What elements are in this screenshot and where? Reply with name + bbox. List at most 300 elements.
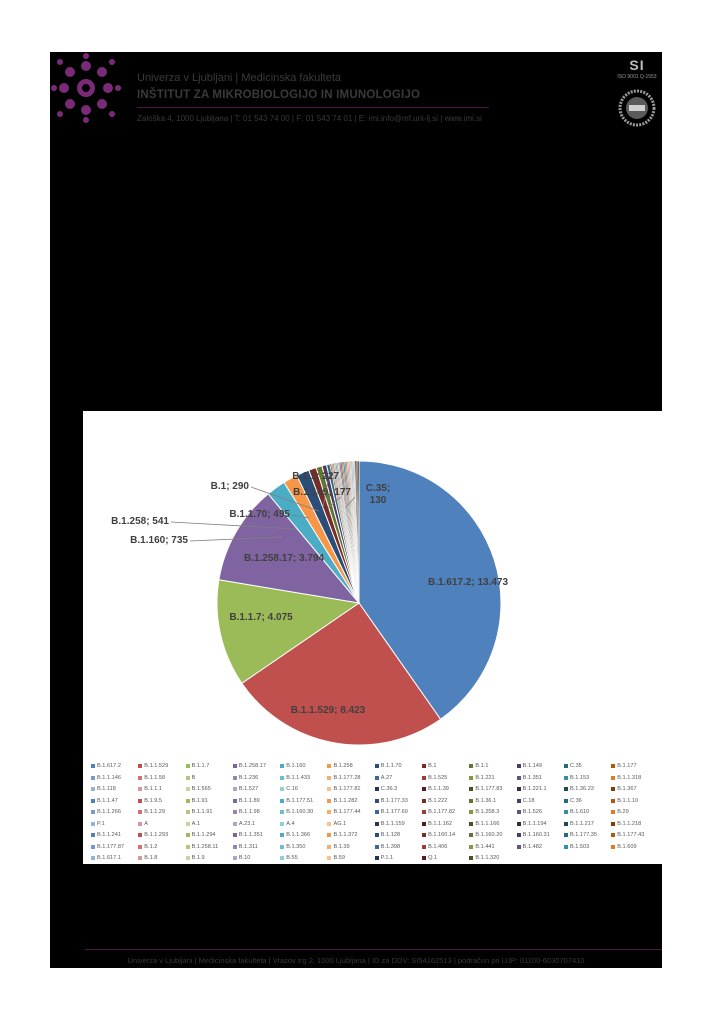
legend-item: [91, 807, 138, 818]
legend-swatch: [233, 764, 237, 768]
legend-item: [469, 761, 516, 772]
footer-address: Univerza v Ljubljani | Medicinska fakulteta | Vrazov trg 2, 1000 Ljubljana | ID za DDV: SI54162513 | podračun pri UJP: 01100-6030707410: [127, 956, 585, 965]
legend-item: [186, 830, 233, 841]
legend-label: B.1.406: [428, 843, 448, 850]
legend-swatch: [611, 787, 615, 791]
legend-swatch: [91, 764, 95, 768]
legend-item: [517, 773, 564, 784]
legend-item: [517, 796, 564, 807]
legend-label: B.1.177.87: [97, 843, 125, 850]
legend-item: [422, 761, 469, 772]
legend-item: [91, 842, 138, 853]
legend-label: B.1.160: [286, 763, 306, 770]
legend-item: [138, 842, 185, 853]
legend-label: B.10: [238, 855, 251, 862]
legend-item: [327, 830, 374, 841]
legend-item: [517, 819, 564, 830]
legend-label: B.1.2: [144, 843, 158, 850]
legend-item: [564, 842, 611, 853]
legend-swatch: [469, 776, 473, 780]
legend-label: B.1.177.81: [333, 786, 361, 793]
legend-swatch: [186, 764, 190, 768]
legend-label: B.1.1.372: [333, 832, 358, 839]
legend-swatch: [517, 776, 521, 780]
legend-swatch: [280, 810, 284, 814]
legend-item: [280, 773, 327, 784]
data-label-B-1-149: B.1.149; 177: [293, 487, 351, 498]
legend-item: [564, 819, 611, 830]
legend-swatch: [327, 764, 331, 768]
legend-item: [517, 807, 564, 818]
legend-item: [469, 807, 516, 818]
legend-label: B.1.258.17: [238, 763, 266, 770]
legend-item: [469, 819, 516, 830]
legend-label: B.1.617.1: [97, 855, 121, 862]
legend-item: [611, 761, 658, 772]
legend-label: B.1.1.294: [191, 832, 216, 839]
legend-swatch: [327, 776, 331, 780]
legend-item: [564, 761, 611, 772]
legend-swatch: [138, 799, 142, 803]
legend-label: B.1.1.241: [97, 832, 121, 839]
legend-swatch: [327, 822, 331, 826]
legend-item: [233, 796, 280, 807]
legend-swatch: [564, 787, 568, 791]
legend-swatch: [564, 810, 568, 814]
legend-item: [327, 842, 374, 853]
legend-label: B.1.258.3: [475, 809, 500, 816]
legend-swatch: [611, 764, 615, 768]
legend-item: [469, 784, 516, 795]
legend-swatch: [91, 810, 95, 814]
legend-label: B.1.177.28: [333, 774, 361, 781]
legend-item: [138, 796, 185, 807]
legend-swatch: [375, 810, 379, 814]
legend-label: B.1.1.58: [144, 774, 166, 781]
header-divider: [137, 107, 489, 108]
legend-label: B.1.1.194: [522, 820, 547, 827]
legend-item: [375, 796, 422, 807]
legend-label: B.1.617.2: [97, 763, 121, 770]
legend-swatch: [186, 810, 190, 814]
pie-svg: [83, 411, 662, 761]
legend-swatch: [564, 764, 568, 768]
legend-item: [375, 819, 422, 830]
legend-item: [186, 784, 233, 795]
legend-item: [233, 761, 280, 772]
legend-item: [375, 807, 422, 818]
legend-item: [564, 830, 611, 841]
legend-swatch: [327, 833, 331, 837]
legend-swatch: [233, 810, 237, 814]
legend-label: B.1.149: [522, 763, 542, 770]
legend-label: B.1.526: [522, 809, 542, 816]
legend-label: B.1.36.23: [569, 786, 594, 793]
legend-swatch: [138, 787, 142, 791]
legend-item: [611, 784, 658, 795]
legend-swatch: [375, 822, 379, 826]
legend-label: B.1.1.10: [617, 797, 639, 804]
legend-swatch: [517, 787, 521, 791]
legend-item: [280, 819, 327, 830]
footer-divider: [85, 949, 662, 950]
legend-label: B.1.258.11: [191, 843, 219, 850]
legend-swatch: [138, 833, 142, 837]
legend-label: B.1.609: [617, 843, 637, 850]
legend-label: C.18: [522, 797, 535, 804]
legend-swatch: [422, 776, 426, 780]
legend-swatch: [280, 787, 284, 791]
legend-label: B.1.503: [569, 843, 590, 850]
institute-logo: [50, 52, 122, 124]
legend-swatch: [517, 822, 521, 826]
legend-item: [233, 773, 280, 784]
legend-item: [422, 830, 469, 841]
legend-item: [138, 761, 185, 772]
legend-label: B.1.177.43: [617, 832, 645, 839]
data-label-B-1-617-2: B.1.617.2; 13.473: [427, 577, 509, 588]
legend-label: B.1.351: [522, 774, 542, 781]
legend-label: B.1.160.20: [475, 832, 503, 839]
legend-label: B: [191, 774, 196, 781]
legend-swatch: [375, 787, 379, 791]
legend-label: B.1.221.1: [522, 786, 547, 793]
legend-swatch: [280, 776, 284, 780]
legend-swatch: [327, 856, 331, 860]
legend-label: B.1.39: [333, 843, 350, 850]
legend-item: [233, 830, 280, 841]
legend-swatch: [422, 822, 426, 826]
legend-swatch: [422, 810, 426, 814]
legend-label: B.1.177.44: [333, 809, 361, 816]
legend-swatch: [91, 799, 95, 803]
legend-swatch: [280, 833, 284, 837]
legend-item: [280, 761, 327, 772]
legend-item: [327, 807, 374, 818]
legend-label: B.1.236: [238, 774, 259, 781]
legend-swatch: [517, 833, 521, 837]
legend-label: A.23.1: [238, 820, 256, 827]
legend-label: B.1.527: [238, 786, 259, 793]
legend-label: B.1.1.1: [144, 786, 163, 793]
legend-label: C.36: [569, 797, 582, 804]
legend-label: B.1.1.162: [428, 820, 453, 827]
legend-item: [422, 796, 469, 807]
legend-swatch: [517, 845, 521, 849]
legend-item: [375, 853, 422, 864]
legend-item: [186, 819, 233, 830]
legend-swatch: [469, 799, 473, 803]
legend-label: B.1.1.47: [97, 797, 118, 804]
legend-label: B.1.1.70: [380, 763, 402, 770]
legend-label: B.1.177: [617, 763, 637, 770]
legend-swatch: [422, 764, 426, 768]
legend-label: B.1.1.366: [286, 832, 311, 839]
legend-label: B.1.9: [191, 855, 205, 862]
legend-swatch: [611, 776, 615, 780]
data-label-B-1: B.1; 290: [210, 481, 249, 492]
chart-legend: [91, 761, 659, 864]
legend-label: B.1.1.351: [238, 832, 263, 839]
legend-swatch: [375, 799, 379, 803]
contact-line: Zaloška 4, 1000 Ljubljana | T: 01 543 74 00 | F: 01 543 74 01 | E: imi.info@mf.uni-lj.si | www.imi.si: [137, 114, 482, 123]
legend-item: [91, 761, 138, 772]
legend-swatch: [91, 856, 95, 860]
legend-label: B.1.177.51: [286, 797, 314, 804]
legend-swatch: [233, 776, 237, 780]
legend-label: C.35: [569, 763, 582, 770]
legend-label: B.1.8: [144, 855, 158, 862]
data-label-B-1-160: B.1.160; 735: [130, 535, 188, 546]
legend-label: B.1.367: [617, 786, 637, 793]
legend-label: B.1.160.31: [522, 832, 550, 839]
legend-label: B.1.610: [569, 809, 590, 816]
legend-label: A.27: [380, 774, 393, 781]
certification-seal: [617, 88, 657, 128]
legend-item: [611, 830, 658, 841]
legend-item: [564, 807, 611, 818]
legend-swatch: [280, 764, 284, 768]
legend-label: B.1.1.218: [617, 820, 642, 827]
legend-label: B.1.1.282: [333, 797, 358, 804]
legend-swatch: [280, 822, 284, 826]
legend-item: [517, 830, 564, 841]
legend-label: B.1.1.146: [97, 774, 121, 781]
legend-label: B.1.1.166: [475, 820, 500, 827]
legend-label: B.1.1.91: [191, 809, 213, 816]
legend-swatch: [138, 856, 142, 860]
legend-label: B.1.153: [569, 774, 590, 781]
legend-swatch: [564, 845, 568, 849]
legend-item: [327, 796, 374, 807]
legend-item: [517, 784, 564, 795]
legend-swatch: [186, 787, 190, 791]
legend-swatch: [233, 822, 237, 826]
data-label-B-1-1: B.1.1; 227: [292, 471, 339, 482]
legend-swatch: [91, 787, 95, 791]
legend-swatch: [469, 822, 473, 826]
legend-swatch: [611, 822, 615, 826]
legend-item: [233, 853, 280, 864]
legend-item: [91, 819, 138, 830]
legend-item: [138, 807, 185, 818]
legend-swatch: [233, 799, 237, 803]
legend-label: B.1.36.1: [475, 797, 497, 804]
legend-label: P.1.1: [380, 855, 394, 862]
legend-item: [422, 773, 469, 784]
legend-swatch: [186, 833, 190, 837]
legend-swatch: [611, 833, 615, 837]
data-label-B-1-1-529: B.1.1.529; 8.423: [290, 705, 366, 716]
legend-label: B.1.1.89: [238, 797, 260, 804]
legend-label: B.1.1.266: [97, 809, 121, 816]
legend-swatch: [422, 856, 426, 860]
legend-swatch: [422, 799, 426, 803]
legend-label: P.1: [97, 820, 105, 827]
data-label-B-1-1-7: B.1.1.7; 4.075: [229, 612, 293, 623]
legend-swatch: [327, 799, 331, 803]
legend-item: [375, 784, 422, 795]
legend-item: [469, 842, 516, 853]
legend-swatch: [611, 799, 615, 803]
institute-name: INŠTITUT ZA MIKROBIOLOGIJO IN IMUNOLOGIJO: [137, 89, 421, 101]
legend-item: [327, 761, 374, 772]
legend-label: B.1.350: [286, 843, 306, 850]
legend-item: [611, 773, 658, 784]
legend-label: B.1.441: [475, 843, 495, 850]
legend-swatch: [138, 764, 142, 768]
legend-swatch: [91, 822, 95, 826]
legend-item: [422, 819, 469, 830]
legend-item: [517, 761, 564, 772]
university-line: Univerza v Ljubljani | Medicinska fakulteta: [137, 72, 342, 84]
legend-item: [422, 807, 469, 818]
legend-swatch: [517, 799, 521, 803]
legend-item: [611, 842, 658, 853]
legend-swatch: [375, 856, 379, 860]
legend-item: [186, 807, 233, 818]
legend-item: [138, 853, 185, 864]
data-label-B-1-258-17: B.1.258.17; 3.794: [243, 553, 325, 564]
legend-item: [422, 784, 469, 795]
legend-item: [611, 796, 658, 807]
legend-item: [469, 773, 516, 784]
legend-swatch: [469, 833, 473, 837]
legend-item: [280, 807, 327, 818]
legend-label: B.1.177.83: [475, 786, 503, 793]
legend-item: [375, 761, 422, 772]
legend-item: [375, 773, 422, 784]
legend-label: B.1.9.5: [144, 797, 163, 804]
legend-swatch: [469, 764, 473, 768]
legend-item: [186, 761, 233, 772]
legend-item: [91, 796, 138, 807]
legend-item: [327, 853, 374, 864]
legend-label: A.4: [286, 820, 295, 827]
legend-swatch: [327, 845, 331, 849]
legend-swatch: [280, 799, 284, 803]
data-label-C-35: C.35; 130: [365, 483, 391, 506]
legend-item: [375, 830, 422, 841]
lineage-pie-chart: [83, 411, 662, 864]
legend-swatch: [186, 776, 190, 780]
legend-label: B.1.118: [97, 786, 116, 793]
legend-label: B.1.1.159: [380, 820, 405, 827]
document-page: [50, 52, 662, 968]
legend-item: [375, 842, 422, 853]
legend-item: [280, 830, 327, 841]
legend-label: B.1.1.433: [286, 774, 311, 781]
legend-swatch: [469, 810, 473, 814]
legend-swatch: [91, 845, 95, 849]
legend-swatch: [517, 764, 521, 768]
legend-label: B.1.1.98: [238, 809, 260, 816]
legend-label: Q.1: [428, 855, 438, 862]
legend-label: B.1.258: [333, 763, 353, 770]
legend-item: [517, 842, 564, 853]
legend-item: [564, 796, 611, 807]
legend-label: B.1.91: [191, 797, 208, 804]
legend-label: B.1.1.39: [428, 786, 449, 793]
legend-item: [186, 853, 233, 864]
legend-item: [91, 784, 138, 795]
legend-swatch: [564, 822, 568, 826]
legend-label: B.1.1.318: [617, 774, 642, 781]
legend-item: [186, 842, 233, 853]
data-label-B-1-1-70: B.1.1.70; 495: [229, 509, 290, 520]
legend-swatch: [186, 856, 190, 860]
legend-label: B.1: [428, 763, 437, 770]
legend-label: B.59: [333, 855, 345, 862]
legend-item: [280, 853, 327, 864]
legend-label: B.1.222: [428, 797, 448, 804]
legend-swatch: [469, 856, 473, 860]
legend-swatch: [422, 787, 426, 791]
legend-item: [233, 807, 280, 818]
legend-label: B.1.1.529: [144, 763, 169, 770]
legend-label: B.1.177.33: [380, 797, 408, 804]
cert-logo: SI: [629, 57, 645, 73]
legend-label: B.1.1.29: [144, 809, 166, 816]
legend-item: [233, 819, 280, 830]
legend-label: B.1.160.14: [428, 832, 456, 839]
legend-item: [327, 773, 374, 784]
data-label-B-1-258: B.1.258; 541: [111, 516, 169, 527]
legend-item: [564, 773, 611, 784]
legend-item: [91, 853, 138, 864]
legend-swatch: [469, 787, 473, 791]
legend-swatch: [375, 845, 379, 849]
legend-item: [469, 853, 516, 864]
legend-item: [138, 830, 185, 841]
legend-label: B.1.398: [380, 843, 401, 850]
legend-label: B.1.565: [191, 786, 211, 793]
legend-label: B.1.482: [522, 843, 542, 850]
legend-item: [469, 796, 516, 807]
legend-item: [233, 842, 280, 853]
legend-swatch: [564, 799, 568, 803]
legend-swatch: [138, 845, 142, 849]
legend-item: [327, 784, 374, 795]
legend-swatch: [138, 822, 142, 826]
legend-swatch: [138, 776, 142, 780]
legend-label: B.1.525: [428, 774, 448, 781]
legend-label: B.1.160.30: [286, 809, 314, 816]
legend-swatch: [422, 833, 426, 837]
legend-item: [564, 784, 611, 795]
legend-swatch: [186, 845, 190, 849]
legend-label: B.1.1.293: [144, 832, 169, 839]
legend-swatch: [422, 845, 426, 849]
legend-item: [91, 773, 138, 784]
legend-label: B.1.177.35: [569, 832, 598, 839]
legend-label: B.1.1.320: [475, 855, 500, 862]
legend-item: [327, 819, 374, 830]
legend-swatch: [375, 833, 379, 837]
legend-label: B.1.128: [380, 832, 401, 839]
legend-item: [280, 796, 327, 807]
legend-item: [280, 784, 327, 795]
legend-label: B.1.1: [475, 763, 489, 770]
legend-swatch: [233, 833, 237, 837]
legend-item: [138, 819, 185, 830]
legend-swatch: [469, 845, 473, 849]
legend-swatch: [327, 787, 331, 791]
legend-label: A: [144, 820, 149, 827]
legend-swatch: [91, 776, 95, 780]
legend-label: AG.1: [333, 820, 347, 827]
legend-swatch: [564, 776, 568, 780]
